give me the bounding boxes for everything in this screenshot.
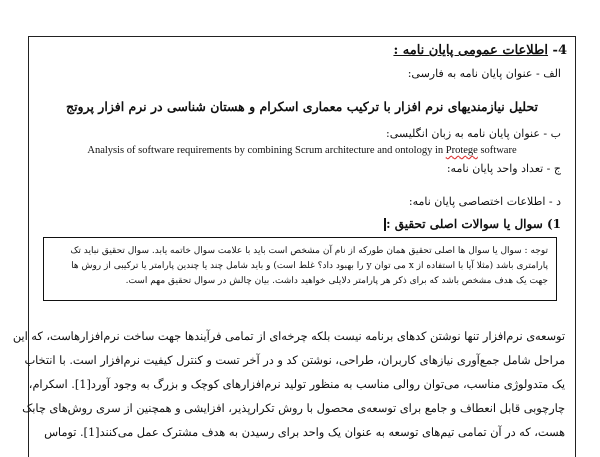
document-page: [12, 36, 576, 457]
section-heading: [393, 43, 567, 58]
specific-info-label: د - اطلاعات اختصاصی پایان نامه:: [408, 195, 561, 208]
note-line: پارامتری باشد (مثلا آیا با استفاده از x می توان y را بهبود داد؟ غلط است) و باید شامل چند یا چندین پارامتر یا ترکیبی از روش ها: [71, 261, 548, 271]
paragraph-line: توسعه‌ی نرم‌افزار تنها نوشتن کدهای برنامه نیست بلکه چرخه‌ای از تمامی فرآیندها جهت ساخت نرم‌افزارهاست، که این: [12, 330, 565, 343]
paragraph-line: هست، که در آن تمامی تیم‌های توسعه به عنوان یک واحد برای رسیدن به هدف مشترک عمل می‌کنند[1]. توماس: [44, 426, 565, 439]
section-title: اطلاعات عمومی پایان نامه :: [393, 43, 549, 58]
paragraph-line: چارچوبی قابل انعطاف و جامع برای توسعه‌ی محصول با روش تکرارپذیر، افزایشی و همچنین از سری روش‌های چابک: [22, 402, 565, 415]
research-question-heading: [381, 217, 561, 231]
note-line: جهت یک هدف مشخص باشد که برای ذکر هر پارامتر دلایلی خواهید داشت. بیان چالش در سوال تحقیق مهم است.: [125, 276, 548, 286]
english-title-suffix: software: [477, 145, 517, 156]
units-label: ج - تعداد واحد پایان نامه:: [446, 162, 561, 175]
note-line: توجه : سوال یا سوال ها اصلی تحقیق همان طورکه از نام آن مشخص است باید با علامت سوال خاتمه یابد. سوال تحقیق نباید تک: [70, 246, 548, 256]
persian-title-value: تحلیل نیازمندیهای نرم افزار با ترکیب معماری اسکرام و هستان شناسی در نرم افزار پروتج: [66, 99, 538, 114]
english-title-prefix: Analysis of software requirements by combining Scrum architecture and ontology in: [87, 145, 446, 156]
paragraph-line: مراحل شامل جمع‌آوری نیازهای کاربران، طراحی، نوشتن کد و در آخر تست و کنترل کیفیت نرم‌افزار است. با انتخاب: [24, 354, 565, 367]
english-title-label: ب - عنوان پایان نامه به زبان انگلیسی:: [386, 127, 561, 140]
spellcheck-word: Protege: [445, 145, 478, 156]
section-number: 4-: [552, 43, 567, 58]
paragraph-line: یک متدولوژی مناسب، می‌توان روالی مناسب به منظور تولید نرم‌افزارهای کوچک و بزرگ به وجود آورد[1]. اسکرام،: [28, 378, 565, 391]
body-paragraph: [12, 325, 565, 445]
research-question-text: 1) سوال یا سوالات اصلی تحقیق :: [386, 217, 561, 231]
english-title-value: [29, 145, 575, 156]
persian-title-label: الف - عنوان پایان نامه به فارسی:: [407, 67, 561, 80]
note-box: [43, 237, 557, 301]
